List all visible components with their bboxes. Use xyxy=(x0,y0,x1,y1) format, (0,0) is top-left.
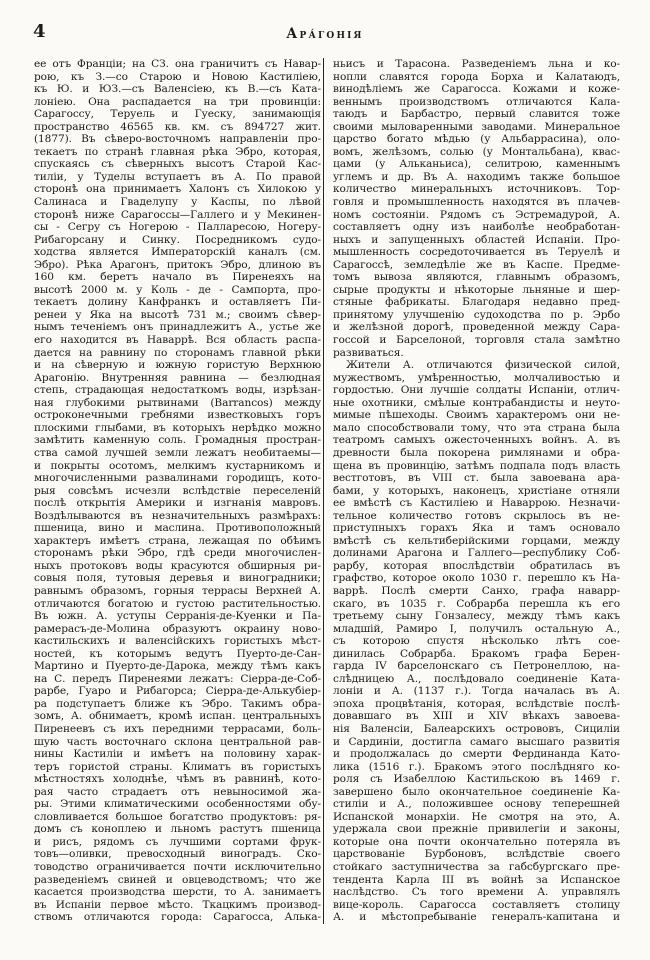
text-line: ее вмѣстѣ съ Кастиліею и Наваррою. Незначи- xyxy=(333,497,620,510)
text-line: ренеи у Яка на высотѣ 731 м.; своимъ сѣвер- xyxy=(34,308,321,321)
text-line: Сарагоссу, Теруель и Гуеску, занимающія xyxy=(34,108,321,121)
text-line: плоскими глыбами, въ которыхъ нерѣдко можно xyxy=(34,421,321,434)
text-line: высотѣ 2000 м. у Коль - де - Сампорта, про- xyxy=(34,283,321,296)
text-line: мышленность сосредоточивается въ Теруелѣ и xyxy=(333,246,620,259)
text-line: варрѣ. Послѣ смерти Санхо, графа наварр- xyxy=(333,584,620,597)
text-line: послѣ открытія Америки и изгнанія мавровъ. xyxy=(34,497,321,510)
text-line: многочисленными развалинами городищъ, кото- xyxy=(34,472,321,485)
text-line: нымъ теченіемъ онъ принадлежитъ А., устье же xyxy=(34,321,321,334)
text-line: и Сардиніи, достигла самаго высшаго развитія xyxy=(333,735,620,748)
text-line: ньисъ и Тарасона. Разведеніемъ льна и ко- xyxy=(333,58,620,70)
text-line: теръ гористой страны. Климатъ въ гористыхъ xyxy=(34,760,321,773)
text-line: винодѣліемъ же Сарагосса. Кожами и коже- xyxy=(333,83,620,96)
text-line: царствованіе Бурбоновъ, вслѣдствіе своего xyxy=(333,848,620,861)
text-line: ные охотники, смѣлые контрабандисты и неуто- xyxy=(333,396,620,409)
text-line: рою, къ З.—со Старою и Новою Кастиліею, xyxy=(34,70,321,83)
text-line: лика (1516 г.). Бракомъ этого послѣдняго ко- xyxy=(333,760,620,773)
text-line: рыя совсѣмъ исчезли вслѣдствіе переселеній xyxy=(34,484,321,497)
text-line: отличаются богатою и густою растительностью. xyxy=(34,597,321,610)
text-line: нины Кастиліи и имѣетъ на половину харак- xyxy=(34,748,321,761)
text-line: эпоха процвѣтанія, которая, вслѣдствіе послѣ- xyxy=(333,697,620,710)
text-line: сторонѣ ниже Сарагоссы—Галлего и у Мекинен- xyxy=(34,208,321,221)
text-line: равнымъ образомъ, горныя террасы Верхней А. xyxy=(34,584,321,597)
text-line: товодство ограничивается почти исключительно xyxy=(34,861,321,873)
text-line: Мартино и Пуерто-де-Дарока, между тѣмъ какъ xyxy=(34,660,321,673)
text-line: госсой и Барселоной, торговля стала замѣтно xyxy=(333,334,620,347)
text-line: дается на равнину по сторонамъ главной рѣки xyxy=(34,346,321,359)
text-line: текаетъ долину Канфранкъ и оставляетъ Пи- xyxy=(34,296,321,309)
text-line: сырые продукты и нѣкоторые льняные и шер- xyxy=(333,283,620,296)
text-line: товъ—оливки, превосходный виноградъ. Ско- xyxy=(34,848,321,861)
text-line: царство богато мѣдью (у Альбаррасина), оло- xyxy=(333,133,620,146)
text-line: Сарагоссѣ, земледѣліе же въ Каспе. Предме- xyxy=(333,258,620,271)
text-line: пространство 46565 кв. км. съ 894727 жит. xyxy=(34,120,321,133)
text-line: динилась Собрарба. Бракомъ графа Берен- xyxy=(333,647,620,660)
text-line: кастильскихъ и валенсійскихъ гористыхъ мѣст- xyxy=(34,635,321,648)
text-line: Испанской монархіи. Не смотря на это, А. xyxy=(333,810,620,823)
text-line: углемъ и др. Въ А. находимъ также большое xyxy=(333,170,620,183)
text-line: составляетъ одну изъ наиболѣе необработан- xyxy=(333,221,620,234)
text-line: мимые пѣшеходы. Своимъ характеромъ они не- xyxy=(333,409,620,422)
text-line: шую часть восточнаго склона центральной рав- xyxy=(34,735,321,748)
right-column xyxy=(333,58,620,924)
text-line: и рисъ, рядомъ съ лучшими сортами фрук- xyxy=(34,835,321,848)
text-line: мужествомъ, умѣренностью, молчаливостью и xyxy=(333,371,620,384)
text-line: вмѣстѣ съ кельтиберійскими горцами, между xyxy=(333,534,620,547)
text-line: Рибагорсану и Синку. Посредникомъ судо- xyxy=(34,233,321,246)
text-line: роля съ Изабеллою Кастильскою въ 1469 г. xyxy=(333,773,620,786)
text-line: сторонѣ она принимаетъ Халонъ съ Хилокою у xyxy=(34,183,321,196)
text-line: къ Ю. и ЮЗ.—съ Валенсіею, къ В.—съ Ката- xyxy=(34,83,321,96)
text-line: графство, которое около 1030 г. перешло къ На- xyxy=(333,572,620,585)
text-body xyxy=(0,58,650,924)
text-line: домъ съ коноплею и льномъ растутъ пшеница xyxy=(34,823,321,836)
text-line: цами (у Альканьиса), селитрою, каменнымъ xyxy=(333,158,620,171)
text-line: рарбе, Гуаро и Рибагорса; Сіерра-де-Алькубіер- xyxy=(34,685,321,698)
text-line: мѣстностяхъ холоднѣе, чѣмъ въ равнинѣ, кото- xyxy=(34,773,321,786)
text-line: стяные фабрикаты. Благодаря недавно пред- xyxy=(333,296,620,309)
text-line: на С. передъ Пиренеями лежатъ: Сіерра-де-Соб- xyxy=(34,672,321,685)
text-line: 160 км. беретъ начало въ Пиренеяхъ на xyxy=(34,271,321,284)
text-line: Салинаса и Гваделупу у Каспы, по лѣвой xyxy=(34,196,321,209)
text-line: характеръ имѣетъ страна, лежащая по обѣимъ xyxy=(34,534,321,547)
text-line: замѣтить каменную соль. Громадныя простран- xyxy=(34,434,321,447)
text-line: веннымъ производствомъ отличаются Кала- xyxy=(333,95,620,108)
page-header-title: Ара́гонія xyxy=(286,26,364,42)
text-line: театромъ самыхъ ожесточенныхъ войнъ. А. въ xyxy=(333,434,620,447)
text-line: тельное количество готовъ скрылось въ не- xyxy=(333,509,620,522)
text-line: скаго, въ 1035 г. Собрарба перешла къ его xyxy=(333,597,620,610)
text-line: степь, страдающая недостаткомъ воды, изрѣзан- xyxy=(34,384,321,397)
text-line: (1877). Въ сѣверо-восточномъ направленіи про- xyxy=(34,133,321,146)
text-line: словливается большое богатство продуктовъ: ря- xyxy=(34,810,321,823)
text-line: ныхъ и запущенныхъ областей Испаніи. Про- xyxy=(333,233,620,246)
text-line: Эбро). Рѣка Арагонъ, притокъ Эбро, длиною въ xyxy=(34,258,321,271)
text-line: ная глубокими рытвинами (Barrancos) между xyxy=(34,396,321,409)
text-line: сы - Сегру съ Ногерою - Палларесою, Ногеру- xyxy=(34,221,321,234)
text-line: третьему сыну Гонзалесу, между тѣмъ какъ xyxy=(333,610,620,623)
text-line: рарбу, которая впослѣдствіи обратилась въ xyxy=(333,559,620,572)
text-line: рая часто страдаетъ отъ невыносимой жа- xyxy=(34,785,321,798)
text-line: зомъ, А. обнимаетъ, кромѣ испан. центральныхъ xyxy=(34,710,321,723)
text-line: разведеніемъ свиней и овцеводствомъ; что же xyxy=(34,873,321,886)
text-line: сторонамъ рѣки Эбро, гдѣ среди многочислен- xyxy=(34,547,321,560)
text-line: и желѣзной дорогѣ, проведенной между Сара- xyxy=(333,321,620,334)
text-line: которые она почти окончательно потеряла въ xyxy=(333,835,620,848)
text-line: долинами Арагона и Галлего—республику Соб- xyxy=(333,547,620,560)
text-line: лоніи и А. (1137 г.). Тогда началась въ А. xyxy=(333,685,620,698)
text-line: пшеница, вино и маслина. Противоположный xyxy=(34,522,321,535)
text-line: ра подступаетъ ближе къ Эбро. Такимъ обра- xyxy=(34,697,321,710)
text-line: Въ южн. А. уступы Серранія-де-Куенки и Па- xyxy=(34,610,321,623)
text-line: ства самой лучшей земли лежатъ необитаемы— xyxy=(34,446,321,459)
text-line: А. и мѣстопребываніе генералъ-капитана и xyxy=(333,911,620,924)
text-line: нопли славятся города Борха и Калатаюдъ, xyxy=(333,70,620,83)
text-line: и продолжалась до смерти Фердинанда Като- xyxy=(333,748,620,761)
text-line: говля и промышленность находятся въ плачев- xyxy=(333,196,620,209)
text-line: младшій, Рамиро I, получилъ остальную А., xyxy=(333,622,620,635)
text-line: принятому улучшенію судоходства по р. Эрбо xyxy=(333,308,620,321)
text-line: касается производства шерсти, то А. занимаетъ xyxy=(34,886,321,899)
text-line: и покрыты осотомъ, мелкимъ кустарникомъ и xyxy=(34,459,321,472)
text-line: спускаясь съ сѣверныхъ высотъ Старой Кас- xyxy=(34,158,321,171)
text-line: текаетъ по странѣ главная рѣка Эбро, которая, xyxy=(34,145,321,158)
text-line: нія Валенсіи, Балеарскихъ острововъ, Сициліи xyxy=(333,722,620,735)
text-line: совыя поля, тутовыя деревья и виноградники; xyxy=(34,572,321,585)
text-line: гарда IV барселонскаго съ Петронеллою, на- xyxy=(333,660,620,673)
text-line: ходства является Императорскій каналъ (см. xyxy=(34,246,321,259)
page-number: 4 xyxy=(33,21,47,42)
text-line: рамерасъ-де-Молина образуютъ окраину ново- xyxy=(34,622,321,635)
text-line: Жители А. отличаются физической силой, xyxy=(346,359,620,372)
text-line: тиліи, у Туделы вступаетъ въ А. По правой xyxy=(34,170,321,183)
text-line: его находится въ Наваррѣ. Вся область распа- xyxy=(34,334,321,347)
text-line: ныхъ протоковъ воды красуются обширныя ри- xyxy=(34,559,321,572)
text-line: таюдъ и Барбастро, первый славится тоже xyxy=(333,108,620,121)
text-line: стойкаго заступничества за габсбургскаго пре- xyxy=(333,861,620,873)
text-line: щена въ провинцію, затѣмъ подпала подъ власть xyxy=(333,459,620,472)
text-line: номъ состояніи. Рядомъ съ Эстремадурой, А. xyxy=(333,208,620,221)
text-line: лоніею. Она распадается на три провинціи: xyxy=(34,95,321,108)
text-line: ностей, къ которымъ ведутъ Пуерто-де-Сан- xyxy=(34,647,321,660)
text-line: гордостью. Они лучшіе солдаты Испаніи, отлич- xyxy=(333,384,620,397)
text-line: томъ вывоза являются, главнымъ образомъ, xyxy=(333,271,620,284)
text-line: мало способствовали тому, что эта страна была xyxy=(333,421,620,434)
text-line: вестготовъ, въ VIII ст. была завоевана ара- xyxy=(333,472,620,485)
text-line: Воздѣлываются въ незначительныхъ размѣрахъ: xyxy=(34,509,321,522)
column-divider-rule xyxy=(323,58,324,924)
text-line: остроконечными гребнями известковыхъ горъ xyxy=(34,409,321,422)
text-line: слѣдницею А., послѣдовало соединеніе Ката- xyxy=(333,672,620,685)
text-line: и на сѣверную и южную гористую Верхнюю xyxy=(34,359,321,372)
text-line: въ Испаніи первое мѣсто. Ткацкимъ производ- xyxy=(34,898,321,911)
text-line: съ которою спустя нѣсколько лѣтъ сое- xyxy=(333,635,620,648)
text-line: количество минеральныхъ источниковъ. Тор- xyxy=(333,183,620,196)
text-line: довавшаго въ XIII и XIV вѣкахъ завоева- xyxy=(333,710,620,723)
text-line: завершено было окончательное соединеніе Ка- xyxy=(333,785,620,798)
left-column xyxy=(34,58,321,924)
text-line: ры. Этими климатическими особенностями обу- xyxy=(34,798,321,811)
text-line: приступныхъ горахъ Яка и тамъ основало xyxy=(333,522,620,535)
text-line: ствомъ отличаются города: Сарагосса, Алька- xyxy=(34,911,321,924)
text-line: вомъ, желѣзомъ, солью (у Монтальбана), квас- xyxy=(333,145,620,158)
text-line: своими мыловаренными заводами. Минеральное xyxy=(333,120,620,133)
text-line: удержала свои прежніе привилегіи и законы, xyxy=(333,823,620,836)
text-line: стиліи и А., положившее основу теперешней xyxy=(333,798,620,811)
text-line: древности была покорена римлянами и обра- xyxy=(333,446,620,459)
text-line: вице-король. Сарагосса составляетъ столицу xyxy=(333,898,620,911)
text-line: ее отъ Франціи; на СЗ. она граничитъ съ Навар- xyxy=(34,58,321,70)
text-line: Арагонію. Внутренняя равнина — безлюдная xyxy=(34,371,321,384)
text-line: тендента Карла III въ войнѣ за Испанское xyxy=(333,873,620,886)
text-line: развиваться. xyxy=(333,346,404,359)
text-line: наслѣдство. Съ того времени А. управлялъ xyxy=(333,886,620,899)
text-line: бами, у которыхъ, наконецъ, христіане отняли xyxy=(333,484,620,497)
text-line: Пиренеевъ съ ихъ передними террасами, боль- xyxy=(34,722,321,735)
